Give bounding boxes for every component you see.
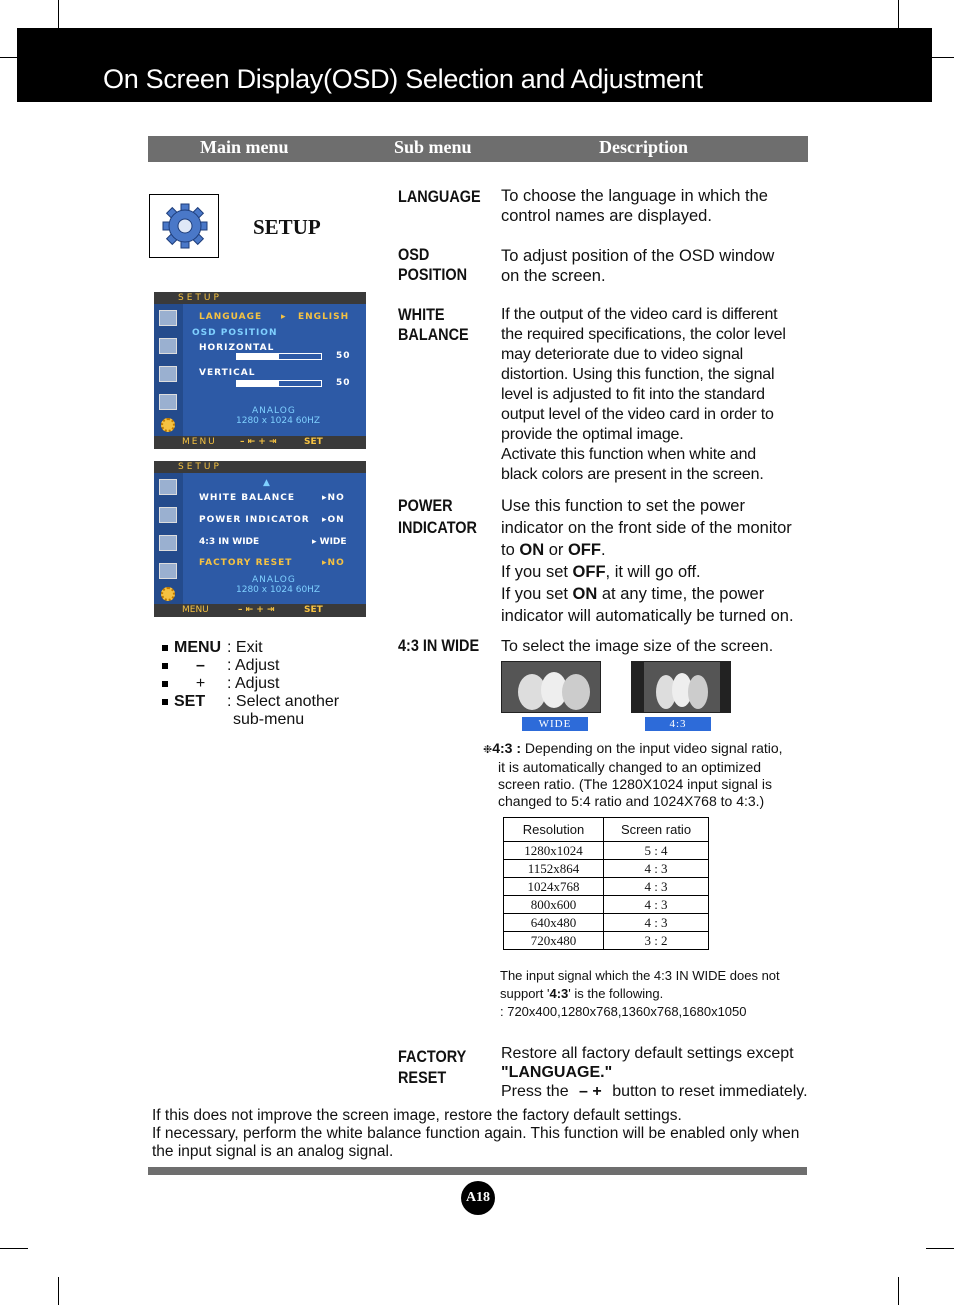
table-cell: 4 : 3 — [604, 878, 709, 896]
table-header-row — [504, 818, 709, 842]
osd-vertical-value: 50 — [336, 378, 351, 388]
desc-4-3-in-wide: To select the image size of the screen. — [501, 638, 774, 655]
osd-screen-setup-2 — [154, 461, 366, 617]
desc-osd-position: To adjust position of the OSD window on the screen. — [501, 247, 775, 285]
legend-item: SET : Select another — [162, 693, 339, 711]
osd-footer-menu: MENU — [182, 437, 217, 447]
resolution-table — [503, 817, 709, 950]
submenu-4-3-in-wide: 4:3 IN WIDE — [398, 636, 480, 655]
table-cell: 4 : 3 — [604, 896, 709, 914]
osd-row-label: WHITE BALANCE — [199, 493, 296, 503]
submenu-power-indicator: POWER INDICATOR — [398, 496, 477, 537]
setup-icon-box — [149, 194, 219, 258]
table-row — [504, 896, 709, 914]
brightness-icon — [159, 310, 177, 326]
osd-title: SETUP — [154, 292, 366, 304]
table-row — [504, 860, 709, 878]
desc-power-indicator: Use this function to set the power indicator on the front side of the monitor to ON or OFF. If you set OFF, it will go off. If you set ON at any time, the power indicator will automatically be turned on. — [501, 497, 794, 625]
table-cell: 1152x864 — [504, 860, 604, 878]
table-row — [504, 842, 709, 860]
wide-tag: WIDE — [522, 717, 588, 731]
submenu-language: LANGUAGE — [398, 187, 481, 206]
page-title: On Screen Display(OSD) Selection and Adjustment — [103, 64, 703, 94]
table-header: Resolution — [504, 818, 604, 842]
osd-language-label: LANGUAGE — [199, 312, 263, 322]
table-cell: 4 : 3 — [604, 860, 709, 878]
setup-gear-icon — [161, 418, 175, 432]
osd-language-value: ENGLISH — [298, 312, 350, 322]
tracking-icon — [159, 563, 177, 579]
legend-item: – : Adjust — [162, 657, 339, 675]
4-3-tag: 4:3 — [645, 717, 711, 731]
col-sub-menu: Sub menu — [394, 137, 472, 157]
table-cell: 800x600 — [504, 896, 604, 914]
osd-footer-adjust: – ⇤ + ⇥ — [240, 437, 277, 447]
osd-row-label: 4:3 IN WIDE — [199, 537, 260, 547]
note-4-3: ❉4:3 : Depending on the input video signal ratio, it is automatically changed to an optimized screen ratio. (The 1280X1024 input signal is changed to 5:4 ratio and 1024X768 to 4:3.) — [483, 740, 783, 809]
page-number: A18 — [465, 1190, 491, 1205]
gear-icon — [150, 195, 218, 257]
osd-footer-set: SET — [304, 605, 323, 615]
osd-signal: ANALOG — [252, 406, 296, 416]
footer-note: If this does not improve the screen image, restore the factory default settings. If necessary, perform the white balance function again. This function will be enabled only when the input signal is an analog signal. — [152, 1107, 800, 1160]
page-number-badge — [461, 1181, 495, 1215]
table-header: Screen ratio — [604, 818, 709, 842]
col-description: Description — [599, 137, 688, 157]
osd-position-label: OSD POSITION — [192, 328, 278, 338]
osd-mode: 1280 x 1024 60HZ — [236, 585, 321, 595]
osd-row-label: FACTORY RESET — [199, 558, 293, 568]
4-3-preview-image — [631, 661, 731, 713]
osd-footer — [154, 436, 366, 449]
osd-horizontal-label: HORIZONTAL — [199, 343, 275, 353]
table-cell: 640x480 — [504, 914, 604, 932]
horizontal-slider[interactable] — [236, 353, 322, 360]
osd-horizontal-value: 50 — [336, 351, 351, 361]
table-cell: 4 : 3 — [604, 914, 709, 932]
position-icon — [159, 366, 177, 382]
submenu-osd-position: OSD POSITION — [398, 245, 468, 284]
osd-row-value: ▸ON — [322, 515, 345, 525]
table-cell: 5 : 4 — [604, 842, 709, 860]
footer-rule — [148, 1167, 807, 1175]
position-icon — [159, 535, 177, 551]
support-note: The input signal which the 4:3 IN WIDE does not support '4:3' is the following. : 720x400,1280x768,1360x768,1680x1050 — [500, 968, 780, 1019]
osd-footer-menu: MENU — [182, 605, 209, 615]
brightness-icon — [159, 479, 177, 495]
osd-footer-set: SET — [304, 437, 323, 447]
table-row — [504, 932, 709, 950]
header-bar — [17, 28, 932, 102]
wide-preview-image — [501, 661, 601, 713]
vertical-slider[interactable] — [236, 380, 322, 387]
table-cell: 1280x1024 — [504, 842, 604, 860]
color-icon — [159, 507, 177, 523]
osd-title: SETUP — [154, 461, 366, 473]
submenu-factory-reset: FACTORY RESET — [398, 1047, 467, 1087]
osd-footer — [154, 604, 366, 617]
osd-up-arrow-icon: ▲ — [263, 478, 271, 488]
table-cell: 1024x768 — [504, 878, 604, 896]
osd-footer-adjust: – ⇤ + ⇥ — [238, 605, 275, 615]
desc-white-balance: If the output of the video card is different the required specifications, the color level may deteriorate due to video signal distortion. Using this function, the signal level is adjusted to fit into the standard output level of the video card in order to provide the optimal image. Activate this function when white and black colors are present in the screen. — [501, 306, 786, 483]
tracking-icon — [159, 394, 177, 410]
osd-row-label: POWER INDICATOR — [199, 515, 310, 525]
osd-row-value: ▸NO — [322, 493, 345, 503]
vertical-slider-fill — [237, 381, 279, 386]
col-main-menu: Main menu — [200, 137, 289, 157]
legend-item: MENU : Exit — [162, 639, 339, 657]
color-icon — [159, 338, 177, 354]
table-cell: 720x480 — [504, 932, 604, 950]
osd-arrow-icon: ▸ — [281, 312, 287, 322]
osd-row-value: ▸ WIDE — [312, 537, 347, 547]
legend-item-cont: sub-menu — [233, 711, 305, 728]
osd-row-value: ▸NO — [322, 558, 345, 568]
table-row — [504, 878, 709, 896]
setup-gear-icon — [161, 587, 175, 601]
osd-signal: ANALOG — [252, 575, 296, 585]
osd-sidebar — [154, 473, 183, 604]
desc-language: To choose the language in which the control names are displayed. — [501, 187, 768, 225]
column-header-bar — [148, 136, 808, 162]
osd-screen-setup-1 — [154, 292, 366, 449]
table-row — [504, 914, 709, 932]
osd-mode: 1280 x 1024 60HZ — [236, 416, 321, 426]
desc-factory-reset: Restore all factory default settings except "LANGUAGE." Press the – + button to reset immediately. — [501, 1045, 808, 1100]
submenu-white-balance: WHITE BALANCE — [398, 305, 469, 344]
legend-item: + : Adjust — [162, 675, 339, 693]
horizontal-slider-fill — [237, 354, 279, 359]
table-cell: 3 : 2 — [604, 932, 709, 950]
main-menu-setup-label: SETUP — [253, 215, 321, 239]
osd-sidebar — [154, 304, 183, 436]
button-legend — [162, 639, 339, 729]
osd-vertical-label: VERTICAL — [199, 368, 256, 378]
